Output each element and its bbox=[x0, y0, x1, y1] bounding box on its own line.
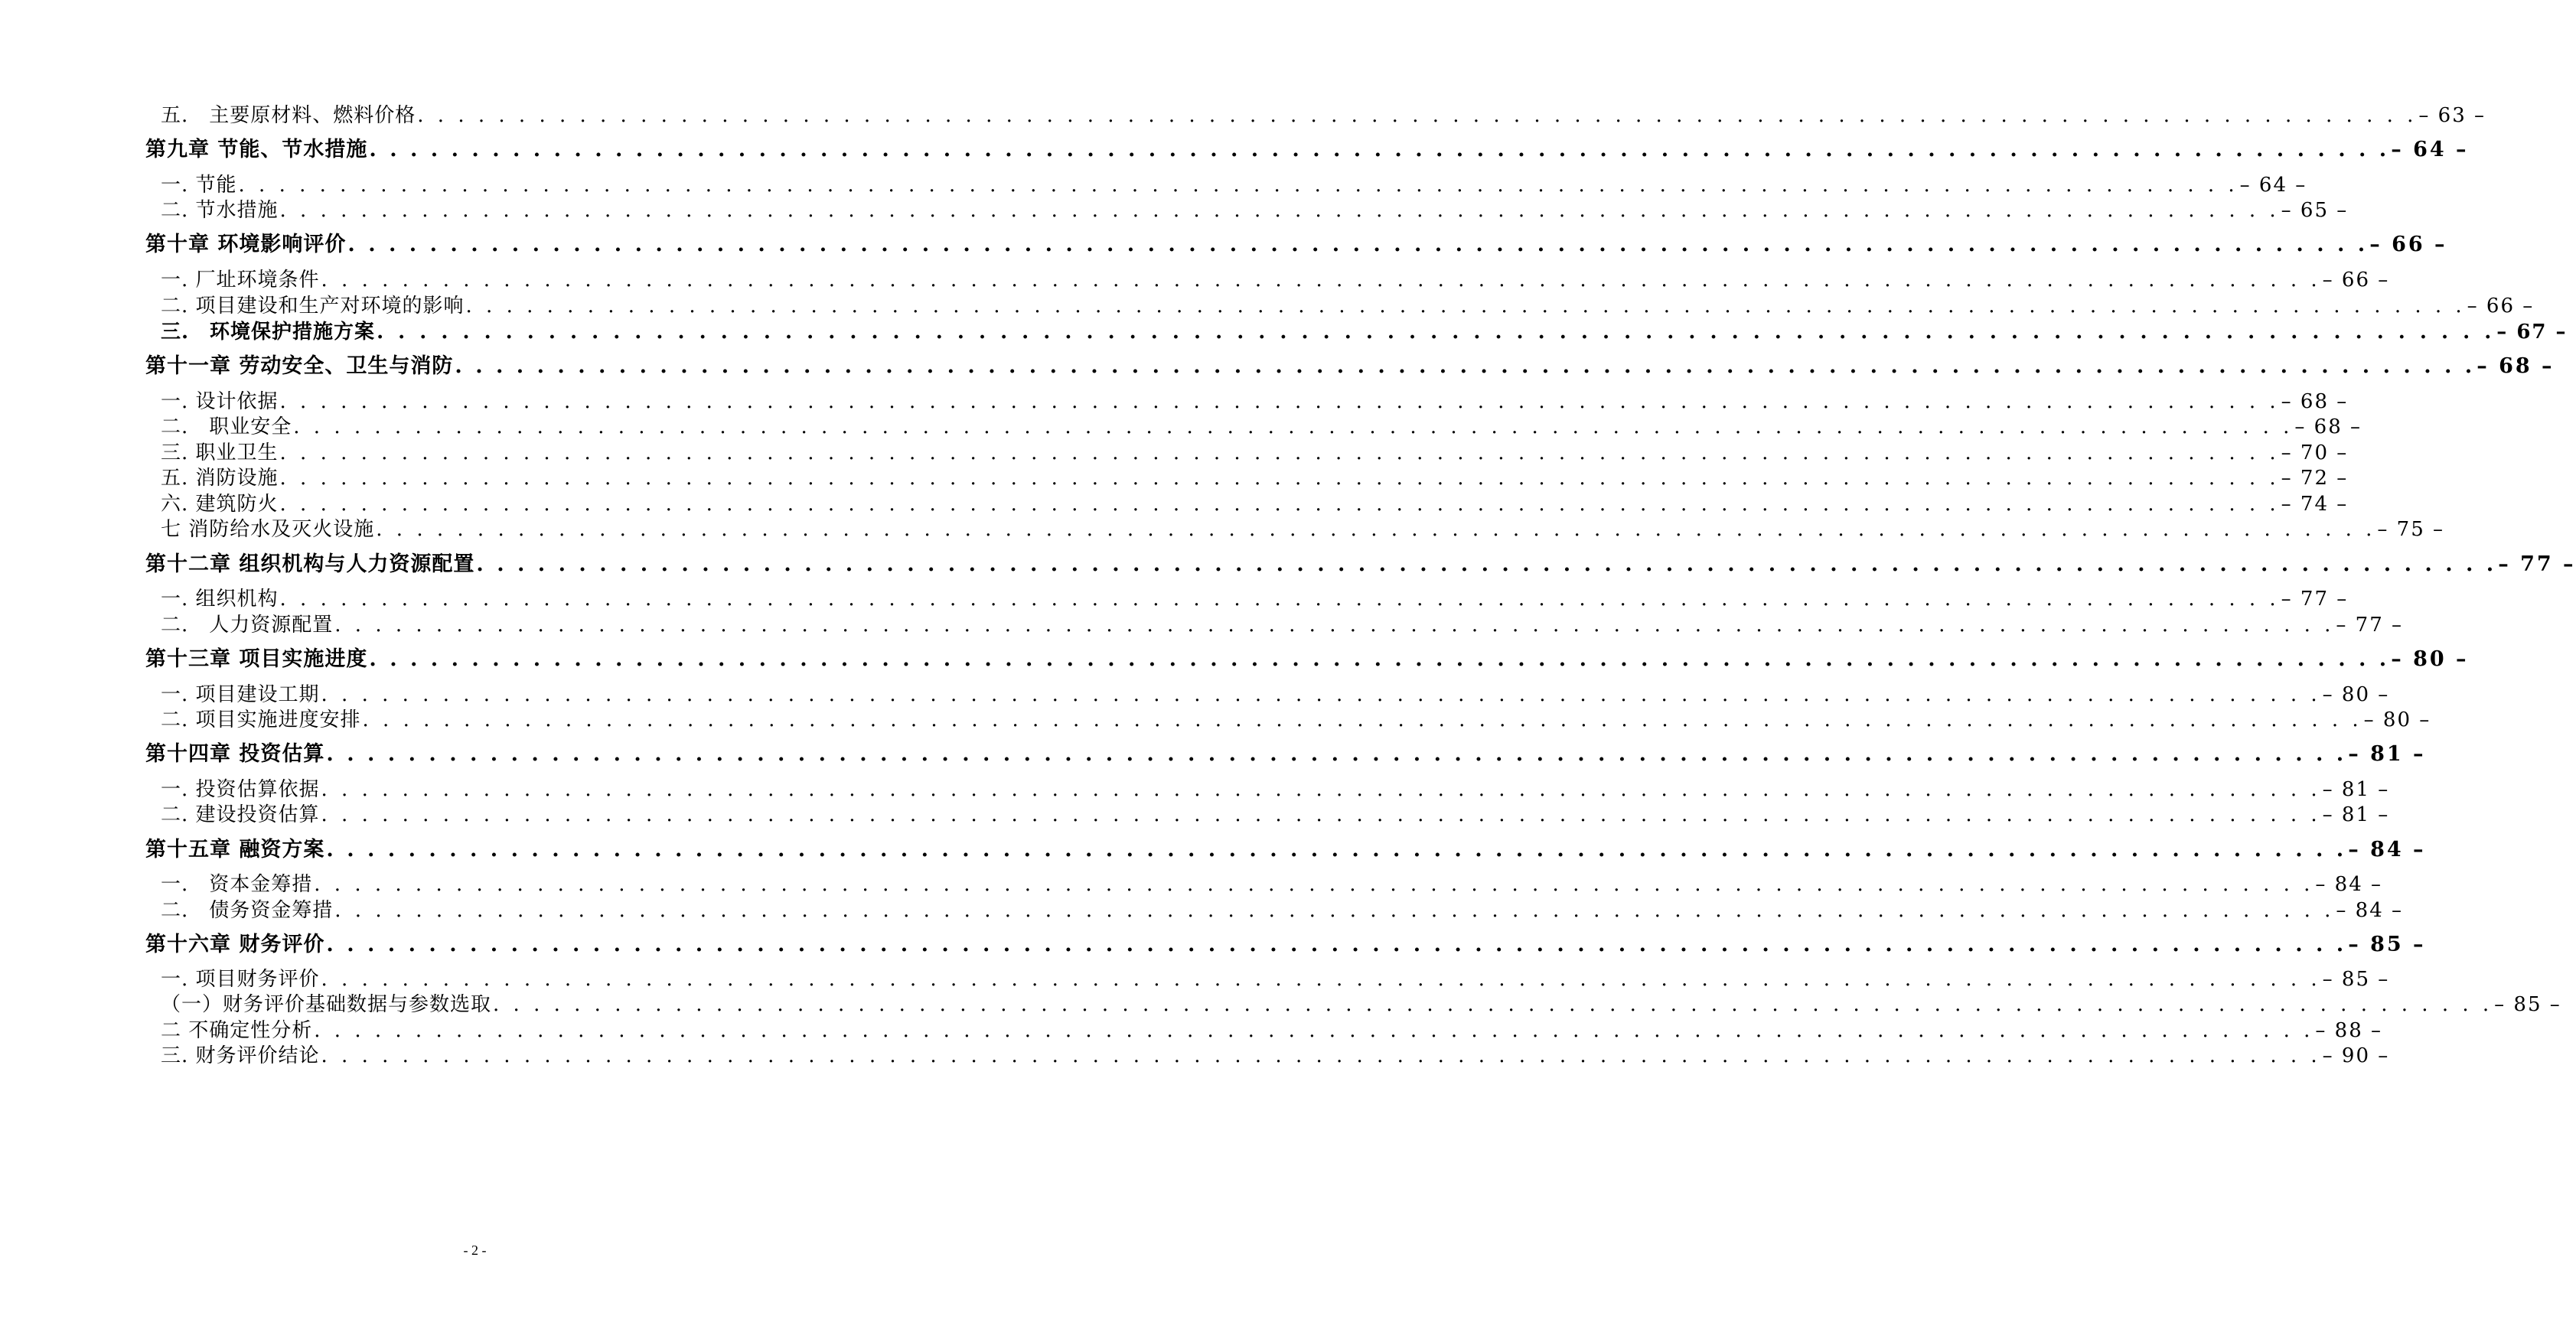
page-number-footer: - 2 - bbox=[463, 1243, 487, 1258]
toc-entry-page-number: – 66 – bbox=[2322, 269, 2390, 292]
toc-dot-leader: . . . . . . . . . . . . . . . . . . . . . . . . . . . . . . . . . . . . . . . . . . . . . . . . . . . . . . . . . . . . . . . . . . . . . . . . . . . . . . . . . . . . . . . . . . . . . . . . . . . bbox=[293, 415, 2294, 438]
toc-entry-page-number: – 88 – bbox=[2315, 1019, 2383, 1042]
toc-entry-page-number: – 66 – bbox=[2467, 295, 2535, 318]
toc-dot-leader: . . . . . . . . . . . . . . . . . . . . . . . . . . . . . . . . . . . . . . . . . . . . . . . . . . . . . . . . . . . . . . . . . . . . . . . . . . . . . . . . . . . . . . . . . . . . . . . . . . . bbox=[476, 552, 2497, 576]
toc-entry-label: 二. 项目实施进度安排 bbox=[161, 708, 361, 731]
toc-section-entry[interactable] bbox=[145, 319, 2568, 345]
toc-dot-leader: . . . . . . . . . . . . . . . . . . . . . . . . . . . . . . . . . . . . . . . . . . . . . . . . . . . . . . . . . . . . . . . . . . . . . . . . . . . . . . . . . . . . . . . . . . . . . . . . . . . bbox=[321, 968, 2321, 991]
toc-entry-page-number: – 74 – bbox=[2281, 493, 2349, 516]
toc-entry-label: 二. 人力资源配置 bbox=[161, 614, 334, 637]
toc-chapter-entry[interactable] bbox=[145, 739, 2426, 770]
toc-entry-label: 五. 主要原材料、燃料价格 bbox=[161, 104, 416, 127]
toc-dot-leader: . . . . . . . . . . . . . . . . . . . . . . . . . . . . . . . . . . . . . . . . . . . . . . . . . . . . . . . . . . . . . . . . . . . . . . . . . . . . . . . . . . . . . . . . . . . . . . . . . . . bbox=[376, 518, 2376, 541]
toc-section-entry[interactable] bbox=[145, 389, 2349, 415]
toc-entry-page-number: – 84 – bbox=[2315, 873, 2383, 896]
toc-section-entry[interactable] bbox=[145, 871, 2383, 897]
toc-section-entry[interactable] bbox=[145, 682, 2390, 708]
toc-entry-page-number: – 77 – bbox=[2498, 552, 2576, 576]
toc-entry-page-number: – 75 – bbox=[2377, 518, 2445, 541]
toc-entry-label: 二. 节水措施 bbox=[161, 199, 279, 222]
toc-entry-page-number: – 77 – bbox=[2336, 614, 2404, 637]
toc-dot-leader: . . . . . . . . . . . . . . . . . . . . . . . . . . . . . . . . . . . . . . . . . . . . . . . . . . . . . . . . . . . . . . . . . . . . . . . . . . . . . . . . . . . . . . . . . . . . . . . . . . . bbox=[238, 174, 2239, 197]
toc-entry-page-number: – 68 – bbox=[2477, 354, 2555, 378]
toc-dot-leader: . . . . . . . . . . . . . . . . . . . . . . . . . . . . . . . . . . . . . . . . . . . . . . . . . . . . . . . . . . . . . . . . . . . . . . . . . . . . . . . . . . . . . . . . . . . . . . . . . . . bbox=[455, 354, 2476, 378]
toc-entry-label: 第十一章 劳动安全、卫生与消防 bbox=[145, 354, 454, 378]
toc-dot-leader: . . . . . . . . . . . . . . . . . . . . . . . . . . . . . . . . . . . . . . . . . . . . . . . . . . . . . . . . . . . . . . . . . . . . . . . . . . . . . . . . . . . . . . . . . . . . . . . . . . . bbox=[321, 1044, 2321, 1067]
toc-dot-leader: . . . . . . . . . . . . . . . . . . . . . . . . . . . . . . . . . . . . . . . . . . . . . . . . . . . . . . . . . . . . . . . . . . . . . . . . . . . . . . . . . . . . . . . . . . . . . . . . . . . bbox=[465, 295, 2466, 318]
toc-entry-page-number: – 81 – bbox=[2322, 803, 2390, 826]
toc-section-entry[interactable] bbox=[145, 586, 2349, 612]
toc-section-entry[interactable] bbox=[145, 465, 2349, 491]
toc-dot-leader: . . . . . . . . . . . . . . . . . . . . . . . . . . . . . . . . . . . . . . . . . . . . . . . . . . . . . . . . . . . . . . . . . . . . . . . . . . . . . . . . . . . . . . . . . . . . . . . . . . . bbox=[279, 467, 2280, 490]
toc-section-entry[interactable] bbox=[145, 414, 2362, 440]
toc-entry-label: 五. 消防设施 bbox=[161, 467, 279, 490]
toc-section-entry[interactable] bbox=[145, 897, 2404, 923]
toc-entry-label: 二. 债务资金筹措 bbox=[161, 899, 334, 922]
toc-entry-label: 一. 资本金筹措 bbox=[161, 873, 313, 896]
toc-dot-leader: . . . . . . . . . . . . . . . . . . . . . . . . . . . . . . . . . . . . . . . . . . . . . . . . . . . . . . . . . . . . . . . . . . . . . . . . . . . . . . . . . . . . . . . . . . . . . . . . . . . bbox=[279, 441, 2280, 464]
toc-dot-leader: . . . . . . . . . . . . . . . . . . . . . . . . . . . . . . . . . . . . . . . . . . . . . . . . . . . . . . . . . . . . . . . . . . . . . . . . . . . . . . . . . . . . . . . . . . . . . . . . . . . bbox=[314, 1019, 2314, 1042]
toc-section-entry[interactable] bbox=[145, 197, 2349, 223]
toc-chapter-entry[interactable] bbox=[145, 230, 2447, 260]
toc-section-entry[interactable] bbox=[145, 612, 2404, 638]
toc-chapter-entry[interactable] bbox=[145, 644, 2469, 675]
toc-entry-page-number: – 85 – bbox=[2348, 933, 2426, 956]
toc-dot-leader: . . . . . . . . . . . . . . . . . . . . . . . . . . . . . . . . . . . . . . . . . . . . . . . . . . . . . . . . . . . . . . . . . . . . . . . . . . . . . . . . . . . . . . . . . . . . . . . . . . . bbox=[369, 647, 2390, 671]
toc-dot-leader: . . . . . . . . . . . . . . . . . . . . . . . . . . . . . . . . . . . . . . . . . . . . . . . . . . . . . . . . . . . . . . . . . . . . . . . . . . . . . . . . . . . . . . . . . . . . . . . . . . . bbox=[326, 838, 2347, 862]
toc-entry-label: 第十四章 投资估算 bbox=[145, 742, 325, 766]
toc-section-entry[interactable] bbox=[145, 992, 2561, 1018]
toc-entry-label: 一. 组织机构 bbox=[161, 588, 279, 611]
toc-entry-page-number: – 84 – bbox=[2336, 899, 2404, 922]
toc-dot-leader: . . . . . . . . . . . . . . . . . . . . . . . . . . . . . . . . . . . . . . . . . . . . . . . . . . . . . . . . . . . . . . . . . . . . . . . . . . . . . . . . . . . . . . . . . . . . . . . . . . . bbox=[362, 708, 2362, 731]
toc-dot-leader: . . . . . . . . . . . . . . . . . . . . . . . . . . . . . . . . . . . . . . . . . . . . . . . . . . . . . . . . . . . . . . . . . . . . . . . . . . . . . . . . . . . . . . . . . . . . . . . . . . . bbox=[377, 321, 2496, 344]
toc-entry-page-number: – 81 – bbox=[2322, 778, 2390, 801]
toc-entry-page-number: – 65 – bbox=[2281, 199, 2349, 222]
toc-entry-page-number: – 64 – bbox=[2391, 138, 2469, 161]
toc-entry-page-number: – 67 – bbox=[2496, 321, 2568, 344]
toc-dot-leader: . . . . . . . . . . . . . . . . . . . . . . . . . . . . . . . . . . . . . . . . . . . . . . . . . . . . . . . . . . . . . . . . . . . . . . . . . . . . . . . . . . . . . . . . . . . . . . . . . . . bbox=[279, 199, 2280, 222]
toc-entry-label: 第十五章 融资方案 bbox=[145, 838, 325, 862]
toc-dot-leader: . . . . . . . . . . . . . . . . . . . . . . . . . . . . . . . . . . . . . . . . . . . . . . . . . . . . . . . . . . . . . . . . . . . . . . . . . . . . . . . . . . . . . . . . . . . . . . . . . . . bbox=[321, 803, 2321, 826]
toc-section-entry[interactable] bbox=[145, 293, 2535, 319]
toc-entry-label: 一. 厂址环境条件 bbox=[161, 269, 320, 292]
toc-entry-page-number: – 81 – bbox=[2348, 742, 2426, 766]
toc-entry-page-number: – 85 – bbox=[2494, 993, 2561, 1016]
toc-entry-page-number: – 85 – bbox=[2322, 968, 2390, 991]
toc-entry-label: 第十二章 组织机构与人力资源配置 bbox=[145, 552, 475, 576]
toc-entry-page-number: – 80 – bbox=[2391, 647, 2469, 671]
toc-dot-leader: . . . . . . . . . . . . . . . . . . . . . . . . . . . . . . . . . . . . . . . . . . . . . . . . . . . . . . . . . . . . . . . . . . . . . . . . . . . . . . . . . . . . . . . . . . . . . . . . . . . bbox=[493, 993, 2493, 1016]
toc-chapter-entry[interactable] bbox=[145, 549, 2576, 580]
toc-chapter-entry[interactable] bbox=[145, 135, 2469, 165]
toc-dot-leader: . . . . . . . . . . . . . . . . . . . . . . . . . . . . . . . . . . . . . . . . . . . . . . . . . . . . . . . . . . . . . . . . . . . . . . . . . . . . . . . . . . . . . . . . . . . . . . . . . . . bbox=[334, 899, 2335, 922]
toc-section-entry[interactable] bbox=[145, 1018, 2383, 1044]
toc-entry-page-number: – 84 – bbox=[2348, 838, 2426, 862]
toc-entry-label: 第九章 节能、节水措施 bbox=[145, 138, 368, 161]
toc-entry-label: 二. 职业安全 bbox=[161, 415, 292, 438]
toc-entry-label: 二. 项目建设和生产对环境的影响 bbox=[161, 295, 465, 318]
toc-entry-label: 一. 设计依据 bbox=[161, 390, 279, 413]
toc-section-entry[interactable] bbox=[145, 172, 2307, 198]
toc-entry-label: 一. 投资估算依据 bbox=[161, 778, 320, 801]
toc-entry-label: 七 消防给水及灭火设施 bbox=[161, 518, 375, 541]
toc-dot-leader: . . . . . . . . . . . . . . . . . . . . . . . . . . . . . . . . . . . . . . . . . . . . . . . . . . . . . . . . . . . . . . . . . . . . . . . . . . . . . . . . . . . . . . . . . . . . . . . . . . . bbox=[279, 390, 2280, 413]
toc-chapter-entry[interactable] bbox=[145, 835, 2426, 865]
toc-entry-page-number: – 70 – bbox=[2281, 441, 2349, 464]
toc-entry-page-number: – 72 – bbox=[2281, 467, 2349, 490]
toc-entry-page-number: – 68 – bbox=[2281, 390, 2349, 413]
toc-entry-label: 三. 环境保护措施方案 bbox=[161, 321, 376, 344]
toc-dot-leader: . . . . . . . . . . . . . . . . . . . . . . . . . . . . . . . . . . . . . . . . . . . . . . . . . . . . . . . . . . . . . . . . . . . . . . . . . . . . . . . . . . . . . . . . . . . . . . . . . . . bbox=[326, 933, 2347, 956]
toc-entry-label: 二. 建设投资估算 bbox=[161, 803, 320, 826]
toc-entry-label: 一. 项目财务评价 bbox=[161, 968, 320, 991]
toc-entry-page-number: – 63 – bbox=[2418, 104, 2486, 127]
toc-section-entry[interactable] bbox=[145, 707, 2431, 733]
toc-section-entry[interactable] bbox=[145, 267, 2390, 293]
toc-dot-leader: . . . . . . . . . . . . . . . . . . . . . . . . . . . . . . . . . . . . . . . . . . . . . . . . . . . . . . . . . . . . . . . . . . . . . . . . . . . . . . . . . . . . . . . . . . . . . . . . . . . bbox=[279, 493, 2280, 516]
toc-section-entry[interactable] bbox=[145, 777, 2390, 803]
toc-entry-label: 第十六章 财务评价 bbox=[145, 933, 325, 956]
toc-dot-leader: . . . . . . . . . . . . . . . . . . . . . . . . . . . . . . . . . . . . . . . . . . . . . . . . . . . . . . . . . . . . . . . . . . . . . . . . . . . . . . . . . . . . . . . . . . . . . . . . . . . bbox=[334, 614, 2335, 637]
toc-entry-page-number: – 80 – bbox=[2322, 683, 2390, 706]
toc-entry-label: 六. 建筑防火 bbox=[161, 493, 279, 516]
toc-entry-page-number: – 64 – bbox=[2239, 174, 2307, 197]
toc-entry-label: 三. 职业卫生 bbox=[161, 441, 279, 464]
toc-dot-leader: . . . . . . . . . . . . . . . . . . . . . . . . . . . . . . . . . . . . . . . . . . . . . . . . . . . . . . . . . . . . . . . . . . . . . . . . . . . . . . . . . . . . . . . . . . . . . . . . . . . bbox=[347, 233, 2369, 256]
toc-entry-label: 二 不确定性分析 bbox=[161, 1019, 313, 1042]
toc-dot-leader: . . . . . . . . . . . . . . . . . . . . . . . . . . . . . . . . . . . . . . . . . . . . . . . . . . . . . . . . . . . . . . . . . . . . . . . . . . . . . . . . . . . . . . . . . . . . . . . . . . . bbox=[326, 742, 2347, 766]
toc-dot-leader: . . . . . . . . . . . . . . . . . . . . . . . . . . . . . . . . . . . . . . . . . . . . . . . . . . . . . . . . . . . . . . . . . . . . . . . . . . . . . . . . . . . . . . . . . . . . . . . . . . . bbox=[279, 588, 2280, 611]
toc-section-entry[interactable] bbox=[145, 103, 2486, 129]
toc-dot-leader: . . . . . . . . . . . . . . . . . . . . . . . . . . . . . . . . . . . . . . . . . . . . . . . . . . . . . . . . . . . . . . . . . . . . . . . . . . . . . . . . . . . . . . . . . . . . . . . . . . . bbox=[417, 104, 2418, 127]
toc-entry-page-number: – 66 – bbox=[2369, 233, 2447, 256]
toc-entry-label: 一. 项目建设工期 bbox=[161, 683, 320, 706]
toc-chapter-entry[interactable] bbox=[145, 930, 2426, 960]
toc-dot-leader: . . . . . . . . . . . . . . . . . . . . . . . . . . . . . . . . . . . . . . . . . . . . . . . . . . . . . . . . . . . . . . . . . . . . . . . . . . . . . . . . . . . . . . . . . . . . . . . . . . . bbox=[321, 683, 2321, 706]
toc-dot-leader: . . . . . . . . . . . . . . . . . . . . . . . . . . . . . . . . . . . . . . . . . . . . . . . . . . . . . . . . . . . . . . . . . . . . . . . . . . . . . . . . . . . . . . . . . . . . . . . . . . . bbox=[321, 269, 2321, 292]
toc-dot-leader: . . . . . . . . . . . . . . . . . . . . . . . . . . . . . . . . . . . . . . . . . . . . . . . . . . . . . . . . . . . . . . . . . . . . . . . . . . . . . . . . . . . . . . . . . . . . . . . . . . . bbox=[314, 873, 2314, 896]
toc-entry-page-number: – 80 – bbox=[2363, 708, 2431, 731]
toc-section-entry[interactable] bbox=[145, 440, 2349, 466]
toc-section-entry[interactable] bbox=[145, 491, 2349, 517]
toc-entry-page-number: – 90 – bbox=[2322, 1044, 2390, 1067]
toc-entry-label: 一. 节能 bbox=[161, 174, 237, 197]
toc-section-entry[interactable] bbox=[145, 1043, 2390, 1069]
toc-entry-label: 第十章 环境影响评价 bbox=[145, 233, 347, 256]
toc-entry-page-number: – 77 – bbox=[2281, 588, 2349, 611]
toc-chapter-entry[interactable] bbox=[145, 351, 2555, 382]
toc-section-entry[interactable] bbox=[145, 802, 2390, 828]
toc-dot-leader: . . . . . . . . . . . . . . . . . . . . . . . . . . . . . . . . . . . . . . . . . . . . . . . . . . . . . . . . . . . . . . . . . . . . . . . . . . . . . . . . . . . . . . . . . . . . . . . . . . . bbox=[321, 778, 2321, 801]
toc-section-entry[interactable] bbox=[145, 516, 2445, 542]
toc-section-entry[interactable] bbox=[145, 966, 2390, 992]
toc-entry-label: （一）财务评价基础数据与参数选取 bbox=[161, 993, 492, 1016]
toc-entry-label: 三. 财务评价结论 bbox=[161, 1044, 320, 1067]
toc-entry-label: 第十三章 项目实施进度 bbox=[145, 647, 368, 671]
toc-entry-page-number: – 68 – bbox=[2294, 415, 2362, 438]
toc-dot-leader: . . . . . . . . . . . . . . . . . . . . . . . . . . . . . . . . . . . . . . . . . . . . . . . . . . . . . . . . . . . . . . . . . . . . . . . . . . . . . . . . . . . . . . . . . . . . . . . . . . . bbox=[369, 138, 2390, 161]
